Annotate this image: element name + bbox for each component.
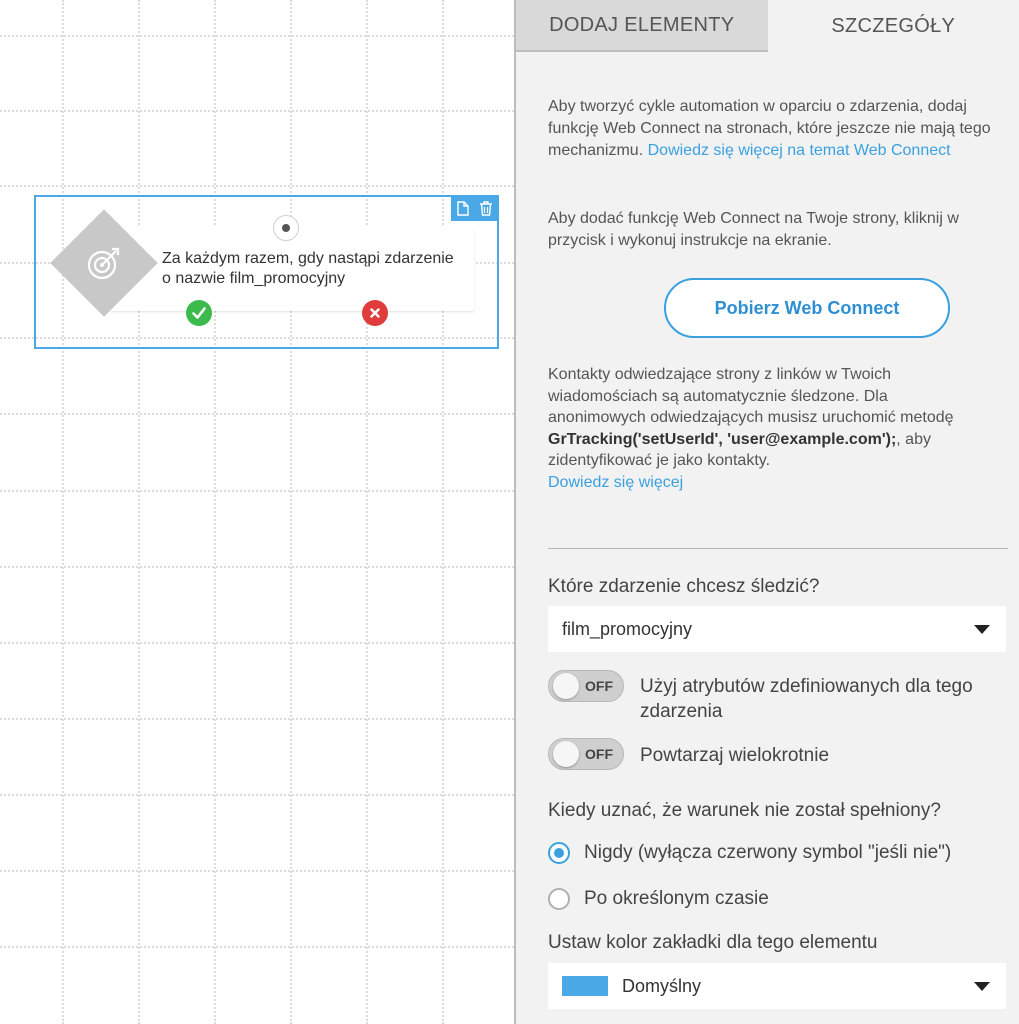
event-select[interactable]: [548, 606, 1006, 652]
learn-more-link[interactable]: Dowiedz się więcej: [548, 473, 684, 491]
color-question: Ustaw kolor zakładki dla tego elementu: [548, 932, 878, 953]
grid-line: [138, 0, 140, 1024]
intro-text: Aby tworzyć cykle automation w oparciu o zdarzenia, dodaj funkcję Web Connect na stronach, które jeszcze nie mają tego mechanizmu.: [548, 98, 991, 159]
toggle-state: OFF: [585, 746, 613, 762]
no-connector[interactable]: [362, 300, 388, 326]
node-card[interactable]: [110, 227, 474, 311]
grid-line: [290, 0, 292, 1024]
tracking-text-after: , aby zidentyfikować je jako kontakty.: [548, 430, 931, 469]
check-icon: [192, 307, 206, 319]
grid-line: [214, 0, 216, 1024]
grid-line: [0, 35, 514, 37]
grid-line: [0, 794, 514, 796]
grid-line: [0, 642, 514, 644]
grid-line: [366, 0, 368, 1024]
yes-connector[interactable]: [186, 300, 212, 326]
toggle-knob: [553, 673, 579, 699]
install-paragraph: Aby dodać funkcję Web Connect na Twoje strony, kliknij w przycisk i wykonuj instrukcje na ekranie.: [548, 210, 959, 249]
details-panel: [514, 0, 1019, 1024]
node-toolbar: [451, 195, 499, 221]
radio-never[interactable]: [548, 842, 570, 864]
attributes-toggle[interactable]: [548, 670, 624, 702]
toggle-knob: [553, 741, 579, 767]
grid-line: [442, 0, 444, 1024]
download-web-connect-button[interactable]: Pobierz Web Connect: [664, 278, 950, 338]
condition-question: Kiedy uznać, że warunek nie został spełniony?: [548, 800, 941, 821]
grid-line: [0, 110, 514, 112]
panel-tabs: [516, 0, 1019, 52]
target-icon: [82, 241, 126, 285]
radio-never-label[interactable]: Nigdy (wyłącza czerwony symbol "jeśli nie"): [584, 842, 952, 863]
tab-add-elements[interactable]: DODAJ ELEMENTY: [516, 0, 768, 52]
node-description: Za każdym razem, gdy nastąpi zdarzenie o nazwie film_promocyjny: [162, 250, 454, 287]
section-divider: [548, 548, 1008, 549]
color-swatch: [562, 976, 608, 996]
grid-line: [0, 413, 514, 415]
chevron-down-icon: [974, 982, 990, 991]
grid-line: [0, 946, 514, 948]
grid-line: [0, 566, 514, 568]
color-select[interactable]: [548, 963, 1006, 1009]
trash-icon[interactable]: [479, 201, 493, 216]
radio-after-time-label[interactable]: Po określonym czasie: [584, 888, 769, 909]
intro-paragraph: [548, 96, 1006, 162]
event-select-value: film_promocyjny: [562, 618, 693, 639]
toggle-state: OFF: [585, 678, 613, 694]
color-select-value: Domyślny: [622, 975, 702, 996]
document-icon[interactable]: [457, 201, 469, 216]
tab-details[interactable]: SZCZEGÓŁY: [768, 0, 1019, 52]
close-icon: [370, 308, 380, 318]
tracking-paragraph: [548, 364, 978, 493]
repeat-toggle[interactable]: [548, 738, 624, 770]
tracking-text: Kontakty odwiedzające strony z linków w Twoich wiadomościach są automatycznie śledzone. Dla anonimowych odwiedzających musisz uruchomić metodę: [548, 366, 954, 426]
grid-line: [62, 0, 64, 1024]
web-connect-info-link[interactable]: Dowiedz się więcej na temat Web Connect: [647, 142, 951, 159]
grid-line: [0, 718, 514, 720]
grid-line: [0, 490, 514, 492]
tracking-code: GrTracking('setUserId', 'user@example.com');: [548, 430, 897, 448]
radio-after-time[interactable]: [548, 888, 570, 910]
repeat-toggle-label: Powtarzaj wielokrotnie: [640, 745, 830, 766]
chevron-down-icon: [974, 625, 990, 634]
attributes-toggle-label: Użyj atrybutów zdefiniowanych dla tego zdarzenia: [640, 676, 973, 722]
grid-line: [0, 185, 514, 187]
input-connector[interactable]: [273, 215, 299, 241]
event-node[interactable]: [34, 195, 499, 349]
event-question: Które zdarzenie chcesz śledzić?: [548, 576, 820, 597]
grid-line: [0, 870, 514, 872]
